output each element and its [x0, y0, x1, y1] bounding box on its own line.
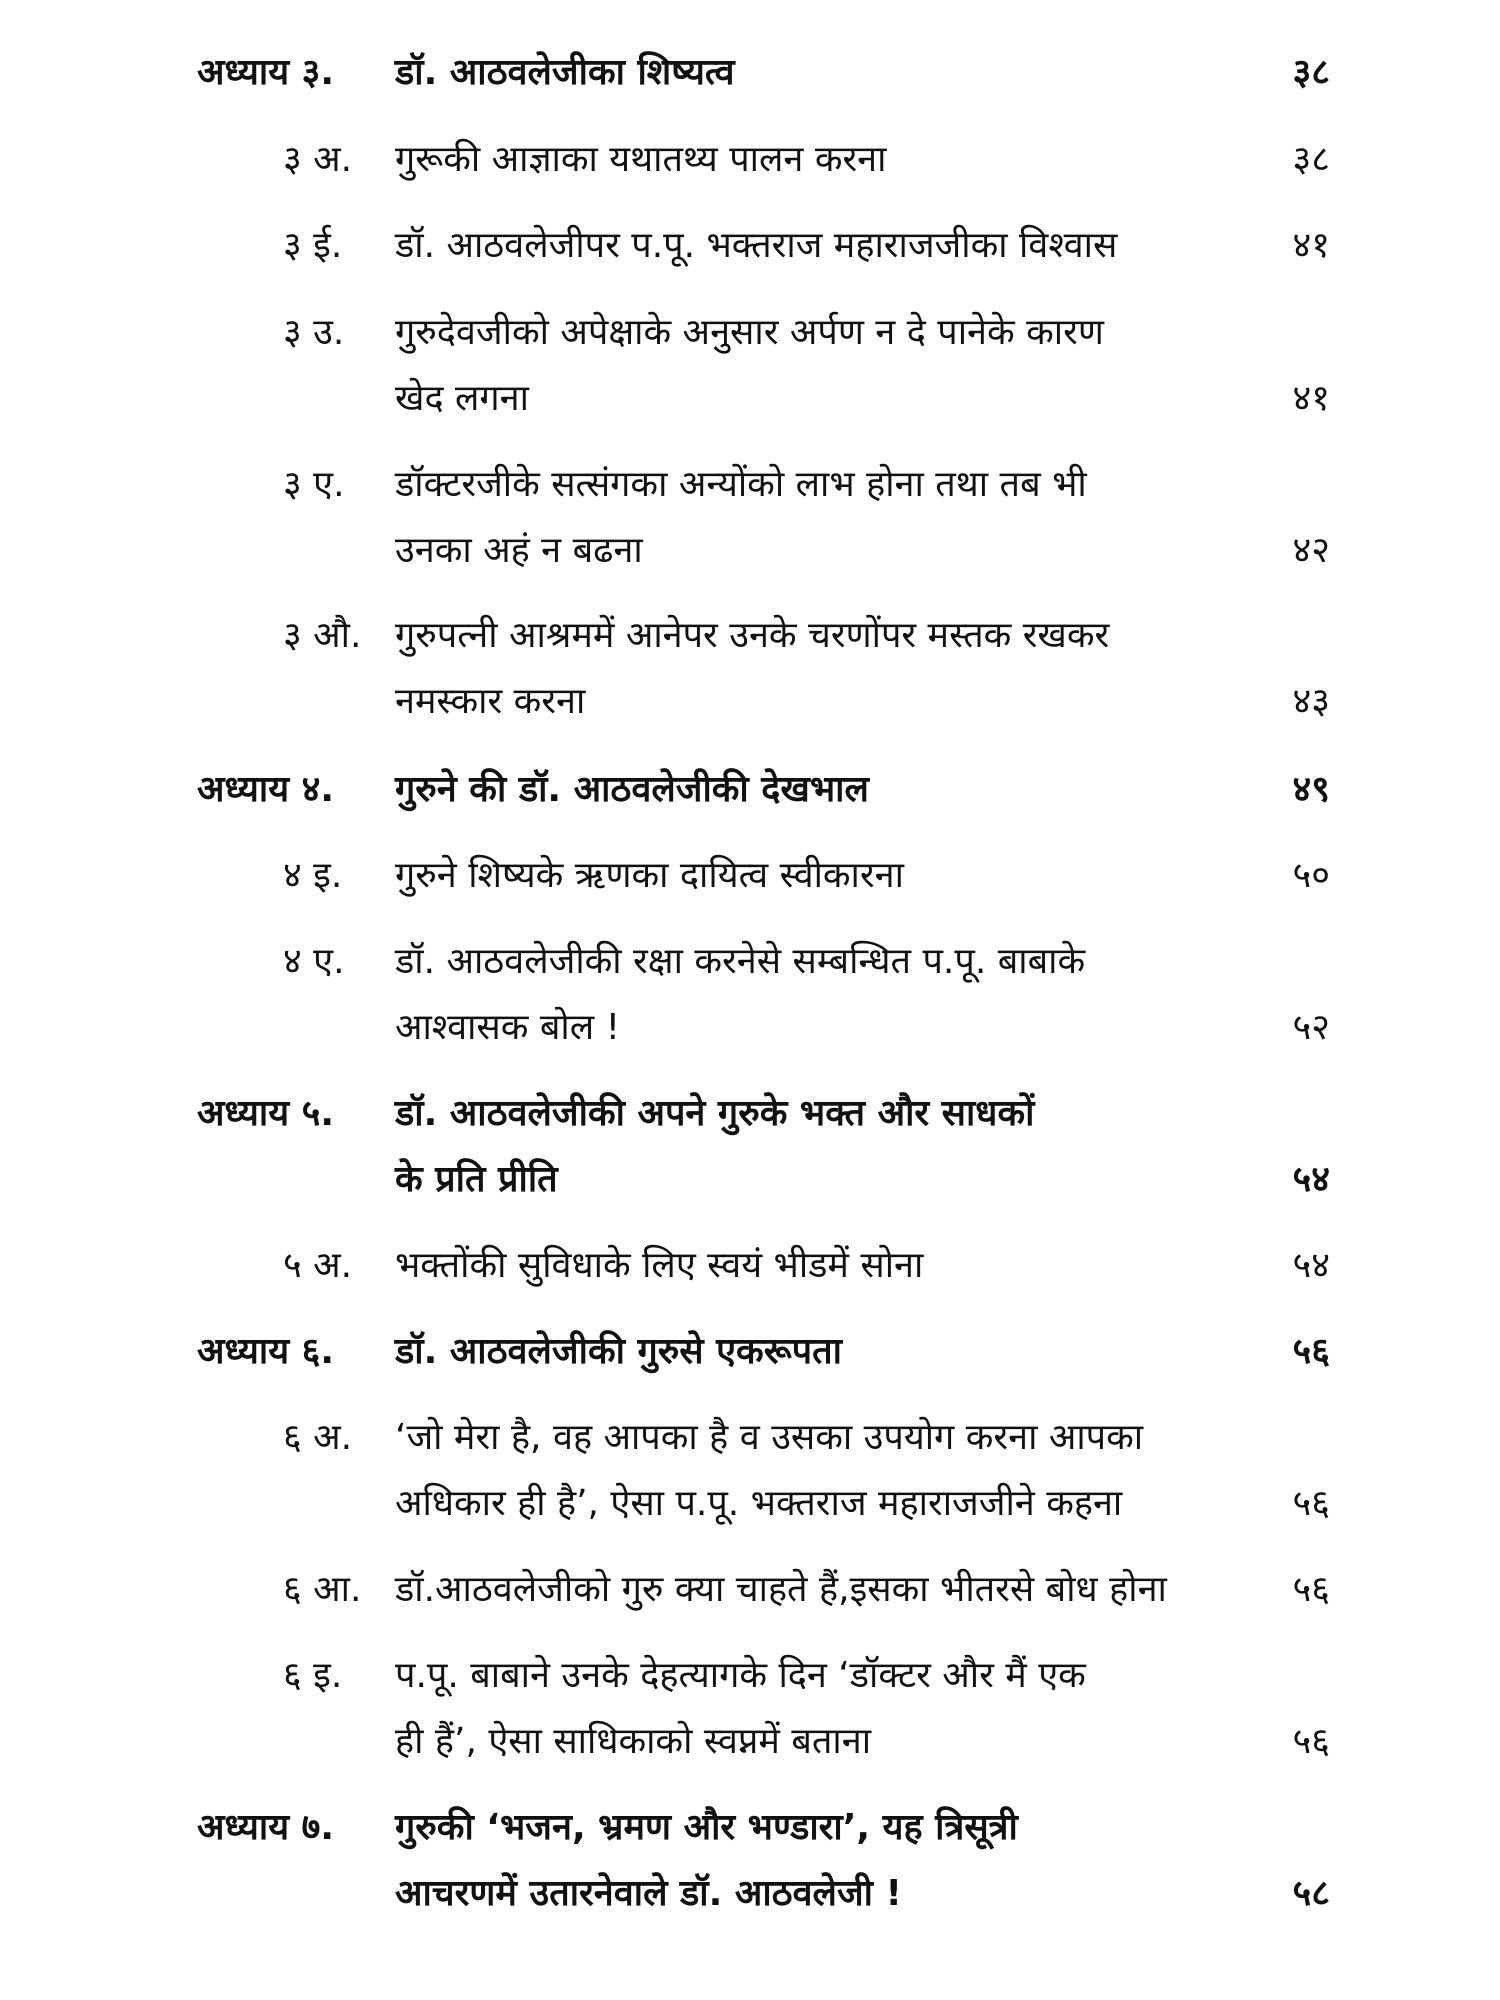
- page-number: ४३: [1292, 681, 1330, 722]
- page-number: ५२: [1292, 1007, 1330, 1048]
- title-line: डॉ. आठवलेजीकी रक्षा करनेसे सम्बन्धित प.पू. बाबाके: [395, 941, 1086, 982]
- section-number: ४ ए.: [283, 941, 345, 982]
- page-number: ५८: [1292, 1873, 1330, 1914]
- chapter-title: [395, 757, 1275, 823]
- page-number: ४१: [1292, 378, 1330, 419]
- section-title: [395, 300, 1275, 432]
- toc-section-entry: [0, 1405, 1500, 1537]
- page-number: ५६: [1292, 1483, 1330, 1524]
- title-line: डॉक्टरजीके सत्संगका अन्योंको लाभ होना तथा तब भी: [395, 464, 1087, 505]
- section-title: [395, 603, 1275, 735]
- section-title: [395, 929, 1275, 1061]
- page-number: ५४: [1292, 1159, 1330, 1200]
- section-title: [395, 452, 1275, 584]
- section-number: ५ अ.: [283, 1245, 353, 1286]
- chapter-number: अध्याय ४.: [197, 769, 335, 810]
- title-line: गुरुकी ‘भजन, भ्रमण और भण्डारा’, यह त्रिसूत्री: [395, 1807, 1018, 1848]
- toc-section-entry: [0, 127, 1500, 193]
- toc-section-entry: [0, 929, 1500, 1061]
- section-title: [395, 843, 1275, 909]
- title-line: प.पू. बाबाने उनके देहत्यागके दिन ‘डॉक्टर और मैं एक: [395, 1655, 1086, 1696]
- title-line: डॉ. आठवलेजीका शिष्यत्व: [395, 52, 735, 93]
- section-number: ३ ए.: [283, 464, 345, 505]
- title-line: डॉ. आठवलेजीपर प.पू. भक्तराज महाराजजीका विश्वास: [395, 225, 1118, 266]
- chapter-number: अध्याय ३.: [197, 52, 335, 93]
- toc-section-entry: [0, 843, 1500, 909]
- section-title: [395, 1557, 1275, 1623]
- section-number: ६ आ.: [283, 1569, 362, 1610]
- section-number: ६ इ.: [283, 1655, 343, 1696]
- section-number: ३ अ.: [283, 139, 353, 180]
- page-number: ४९: [1292, 769, 1330, 810]
- title-line: भक्तोंकी सुविधाके लिए स्वयं भीडमें सोना: [395, 1245, 924, 1286]
- title-line: डॉ. आठवलेजीकी गुरुसे एकरूपता: [395, 1331, 842, 1372]
- title-line: आचरणमें उतारनेवाले डॉ. आठवलेजी !: [395, 1873, 902, 1914]
- title-line: गुरुपत्नी आश्रममें आनेपर उनके चरणोंपर मस्तक रखकर: [395, 615, 1110, 656]
- toc-chapter-entry: [0, 1319, 1500, 1385]
- toc-section-entry: [0, 1233, 1500, 1299]
- chapter-title: [395, 1081, 1275, 1213]
- toc-section-entry: [0, 300, 1500, 432]
- page-number: ३८: [1292, 52, 1330, 93]
- chapter-title: [395, 1795, 1275, 1927]
- title-line: गुरुने शिष्यके ऋणका दायित्व स्वीकारना: [395, 855, 904, 896]
- chapter-title: [395, 40, 1275, 106]
- toc-chapter-entry: [0, 1081, 1500, 1213]
- toc-section-entry: [0, 452, 1500, 584]
- page-number: ४२: [1292, 530, 1330, 571]
- section-title: [395, 1405, 1275, 1537]
- title-line: गुरूकी आज्ञाका यथातथ्य पालन करना: [395, 139, 887, 180]
- title-line: ‘जो मेरा है, वह आपका है व उसका उपयोग करना आपका: [395, 1417, 1144, 1458]
- section-title: [395, 127, 1275, 193]
- chapter-number: अध्याय ६.: [197, 1331, 335, 1372]
- page-number: ५०: [1292, 855, 1330, 896]
- title-line: के प्रति प्रीति: [395, 1159, 558, 1200]
- section-number: ३ औ.: [283, 615, 362, 656]
- page-number: ४१: [1292, 225, 1330, 266]
- section-title: [395, 1643, 1275, 1775]
- toc-section-entry: [0, 213, 1500, 279]
- toc-section-entry: [0, 1643, 1500, 1775]
- section-number: ३ ई.: [283, 225, 343, 266]
- section-number: ३ उ.: [283, 312, 345, 353]
- toc-chapter-entry: [0, 757, 1500, 823]
- title-line: गुरुदेवजीको अपेक्षाके अनुसार अर्पण न दे पानेके कारण: [395, 312, 1104, 353]
- section-number: ४ इ.: [283, 855, 343, 896]
- title-line: ही हैं’, ऐसा साधिकाको स्वप्नमें बताना: [395, 1721, 872, 1762]
- title-line: आश्वासक बोल !: [395, 1007, 621, 1048]
- toc-section-entry: [0, 1557, 1500, 1623]
- title-line: उनका अहं न बढना: [395, 530, 643, 571]
- title-line: डॉ. आठवलेजीकी अपने गुरुके भक्त और साधकों: [395, 1093, 1035, 1134]
- page-number: ५६: [1292, 1721, 1330, 1762]
- title-line: गुरुने की डॉ. आठवलेजीकी देखभाल: [395, 769, 869, 810]
- section-number: ६ अ.: [283, 1417, 353, 1458]
- section-title: [395, 213, 1275, 279]
- title-line: डॉ.आठवलेजीको गुरु क्या चाहते हैं,इसका भीतरसे बोध होना: [395, 1569, 1167, 1610]
- page-number: ५४: [1292, 1245, 1330, 1286]
- title-line: नमस्कार करना: [395, 681, 586, 722]
- page-number: ५६: [1292, 1331, 1330, 1372]
- toc-chapter-entry: [0, 1795, 1500, 1927]
- chapter-title: [395, 1319, 1275, 1385]
- title-line: खेद लगना: [395, 378, 529, 419]
- toc-section-entry: [0, 603, 1500, 735]
- toc-chapter-entry: [0, 40, 1500, 106]
- page-number: ५६: [1292, 1569, 1330, 1610]
- section-title: [395, 1233, 1275, 1299]
- page-number: ३८: [1292, 139, 1330, 180]
- chapter-number: अध्याय ५.: [197, 1093, 335, 1134]
- chapter-number: अध्याय ७.: [197, 1807, 335, 1848]
- title-line: अधिकार ही है’, ऐसा प.पू. भक्तराज महाराजजीने कहना: [395, 1483, 1123, 1524]
